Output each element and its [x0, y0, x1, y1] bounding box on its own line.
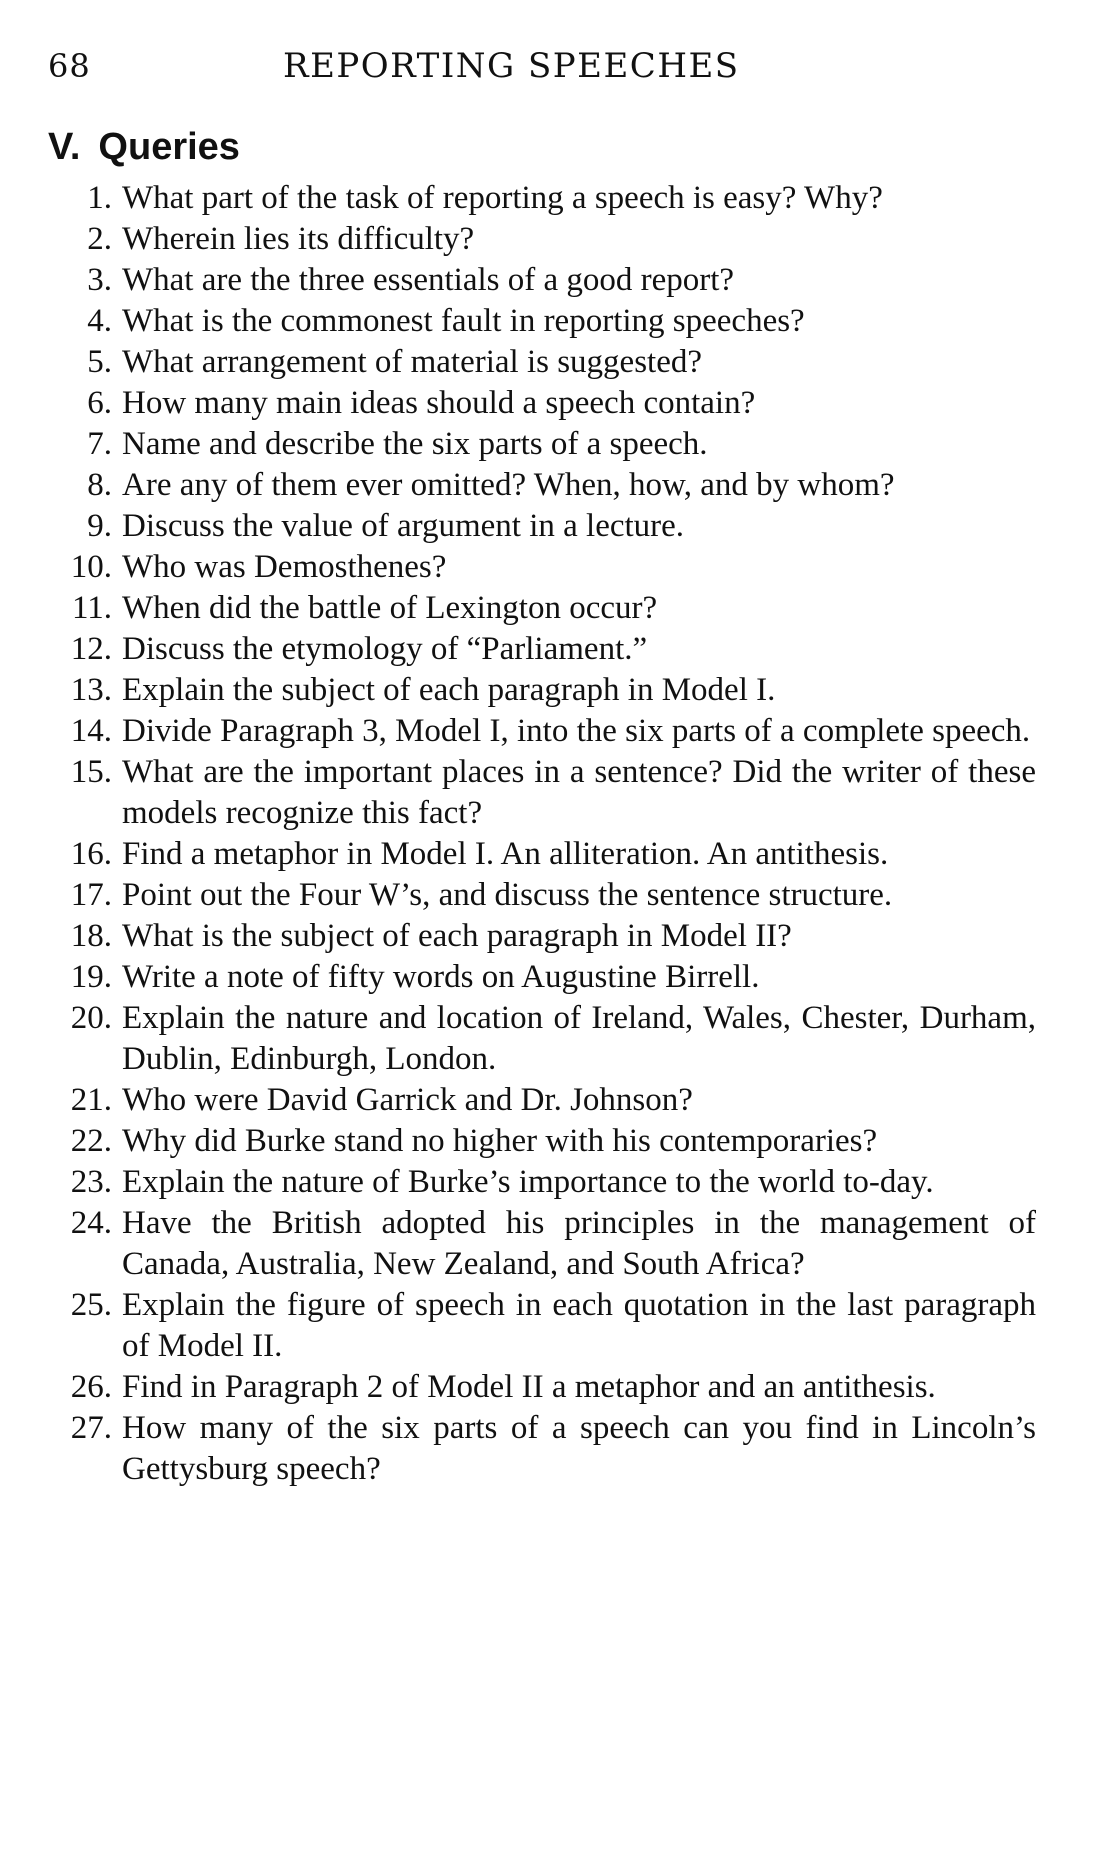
query-number: 22. — [70, 1123, 112, 1159]
query-text: Divide Paragraph 3, Model I, into the six parts of a complete speech. — [122, 713, 1031, 749]
query-number: 25. — [70, 1287, 112, 1323]
query-item — [30, 260, 1036, 301]
section-title: Queries — [98, 126, 240, 168]
query-item — [30, 547, 1036, 588]
query-text: Point out the Four W’s, and discuss the sentence structure. — [122, 877, 893, 913]
query-item — [30, 383, 1036, 424]
section-heading — [48, 122, 240, 172]
query-text: Wherein lies its difficulty? — [122, 221, 475, 257]
query-number: 10. — [70, 549, 112, 585]
queries-list — [30, 178, 1036, 1490]
query-number: 5. — [87, 344, 112, 380]
query-item — [30, 301, 1036, 342]
query-text: Discuss the value of argument in a lecture. — [122, 508, 685, 544]
query-number: 4. — [87, 303, 112, 339]
query-number: 7. — [87, 426, 112, 462]
page-number: 68 — [48, 47, 91, 85]
query-number: 27. — [70, 1410, 112, 1446]
query-text: Find a metaphor in Model I. An alliteration. An antithesis. — [122, 836, 889, 872]
query-number: 19. — [70, 959, 112, 995]
section-number: V. — [48, 126, 81, 168]
query-item — [30, 711, 1036, 752]
query-number: 9. — [87, 508, 112, 544]
query-number: 20. — [70, 1000, 112, 1036]
query-text: Name and describe the six parts of a speech. — [122, 426, 708, 462]
query-number: 8. — [87, 467, 112, 503]
query-number: 11. — [71, 590, 112, 626]
query-item — [30, 588, 1036, 629]
query-item — [30, 998, 1036, 1080]
query-item — [30, 1408, 1036, 1490]
query-number: 24. — [70, 1205, 112, 1241]
query-item — [30, 1285, 1036, 1367]
query-text: Explain the nature and location of Ireland, Wales, Chester, Durham, Dublin, Edinburgh, London. — [122, 1000, 1036, 1077]
query-item — [30, 629, 1036, 670]
query-item — [30, 752, 1036, 834]
query-number: 26. — [70, 1369, 112, 1405]
query-text: Explain the figure of speech in each quotation in the last paragraph of Model II. — [122, 1287, 1036, 1364]
query-item — [30, 1367, 1036, 1408]
query-text: What part of the task of reporting a speech is easy? Why? — [122, 180, 883, 216]
query-text: Discuss the etymology of “Parliament.” — [122, 631, 648, 667]
query-number: 6. — [87, 385, 112, 421]
query-number: 18. — [70, 918, 112, 954]
query-item — [30, 916, 1036, 957]
query-item — [30, 670, 1036, 711]
query-item — [30, 465, 1036, 506]
query-item — [30, 1203, 1036, 1285]
query-text: Explain the subject of each paragraph in Model I. — [122, 672, 776, 708]
query-text: What arrangement of material is suggested? — [122, 344, 703, 380]
query-text: Are any of them ever omitted? When, how, and by whom? — [122, 467, 895, 503]
query-text: How many of the six parts of a speech can you find in Lincoln’s Gettysburg speech? — [122, 1410, 1036, 1487]
query-text: What are the important places in a sentence? Did the writer of these models recognize this fact? — [122, 754, 1036, 831]
query-text: When did the battle of Lexington occur? — [122, 590, 658, 626]
query-text: Write a note of fifty words on Augustine Birrell. — [122, 959, 760, 995]
query-item — [30, 1162, 1036, 1203]
query-text: Why did Burke stand no higher with his contemporaries? — [122, 1123, 878, 1159]
query-number: 1. — [87, 180, 112, 216]
query-number: 17. — [70, 877, 112, 913]
query-text: What are the three essentials of a good report? — [122, 262, 735, 298]
query-item — [30, 506, 1036, 547]
query-item — [30, 834, 1036, 875]
query-text: What is the commonest fault in reporting speeches? — [122, 303, 805, 339]
query-number: 15. — [70, 754, 112, 790]
query-item — [30, 957, 1036, 998]
query-number: 2. — [87, 221, 112, 257]
query-item — [30, 1080, 1036, 1121]
query-number: 21. — [70, 1082, 112, 1118]
query-number: 13. — [70, 672, 112, 708]
running-head-title: REPORTING SPEECHES — [283, 46, 740, 86]
query-text: How many main ideas should a speech contain? — [122, 385, 756, 421]
query-item — [30, 342, 1036, 383]
query-text: Who was Demosthenes? — [122, 549, 447, 585]
query-text: Have the British adopted his principles in the management of Canada, Australia, New Zealand, and South Africa? — [122, 1205, 1036, 1282]
query-number: 14. — [70, 713, 112, 749]
query-item — [30, 875, 1036, 916]
query-text: Find in Paragraph 2 of Model II a metaphor and an antithesis. — [122, 1369, 936, 1405]
query-number: 3. — [87, 262, 112, 298]
query-number: 12. — [70, 631, 112, 667]
query-item — [30, 1121, 1036, 1162]
running-head — [48, 40, 1048, 92]
query-text: What is the subject of each paragraph in Model II? — [122, 918, 792, 954]
query-number: 16. — [70, 836, 112, 872]
query-number: 23. — [70, 1164, 112, 1200]
query-text: Explain the nature of Burke’s importance to the world to-day. — [122, 1164, 934, 1200]
query-item — [30, 219, 1036, 260]
query-item — [30, 424, 1036, 465]
query-item — [30, 178, 1036, 219]
query-text: Who were David Garrick and Dr. Johnson? — [122, 1082, 693, 1118]
